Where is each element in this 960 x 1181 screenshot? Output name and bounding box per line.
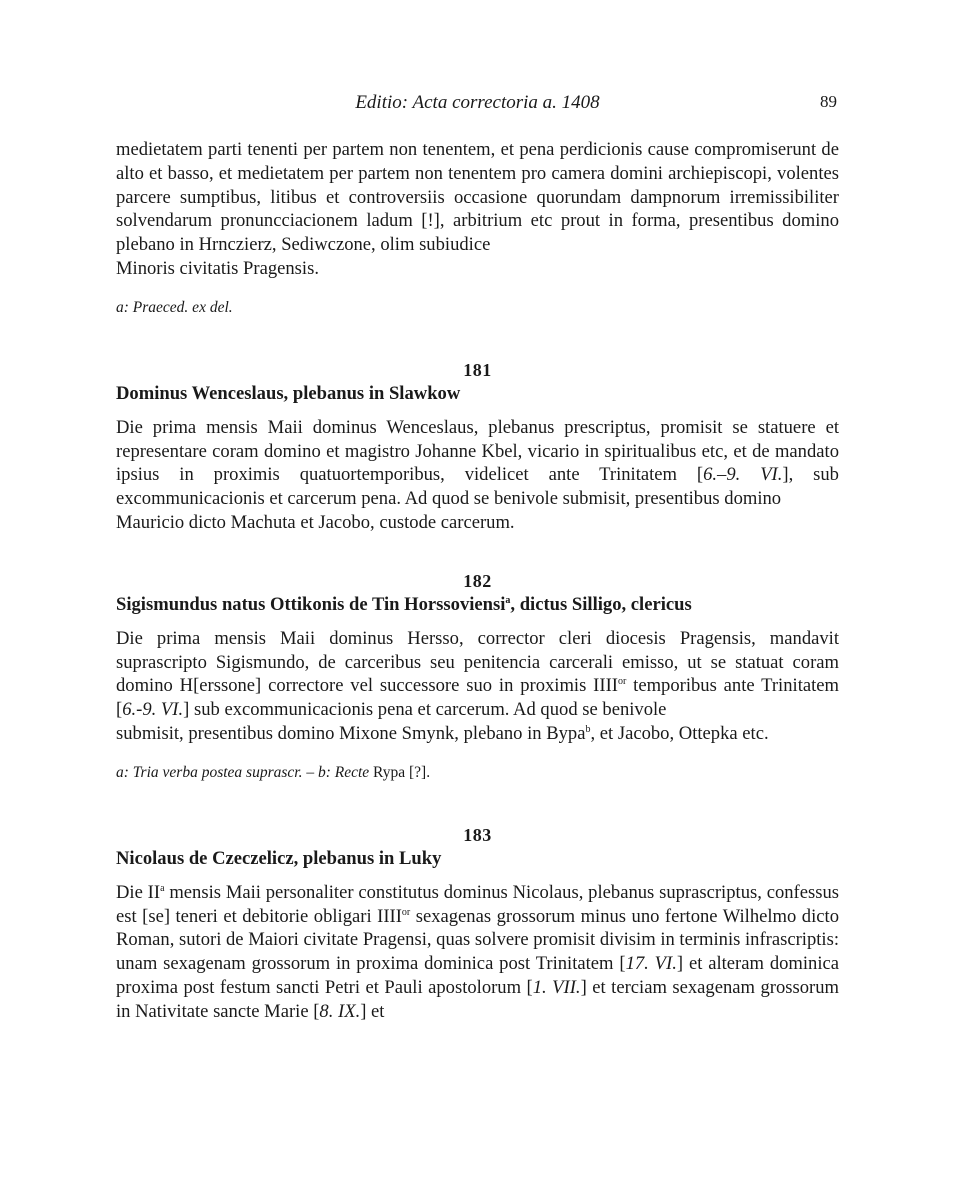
footnote-label: a:: [116, 763, 129, 781]
entry-text: , et Jacobo, Ottepka etc.: [590, 722, 769, 744]
entry-title: Dominus Wenceslaus, plebanus in Slawkow: [116, 382, 461, 404]
running-title: Editio: Acta correctoria a. 1408: [355, 92, 600, 113]
entry-footnotes: [116, 763, 839, 783]
footnote-text: Praeced. ex del.: [132, 298, 233, 316]
entry-text: sexagenas grossorum minus uno fertone Wilhelmo dicto Roman, sutori de Maiori civitate Pragensi, quas solvere promisit divisim in terminis infrascriptis: unam sexagenam grossorum in proxima dominica post Trinitatem [: [116, 905, 839, 975]
superscript: a: [160, 882, 165, 894]
document-page: [116, 92, 839, 1024]
editorial-date: 17. VI.: [625, 953, 677, 975]
entry-number: 181: [463, 359, 492, 380]
superscript: or: [401, 906, 411, 918]
entry-title: Nicolaus de Czeczelicz, plebanus in Luky: [116, 847, 442, 869]
entry-text: ] sub excommunicacionis pena et carcerum. Ad quod se benivole: [183, 699, 667, 721]
continuation-section: [116, 138, 839, 318]
entry-text: ] et: [360, 1000, 385, 1022]
entry-text: ] et alteram dominica proxima post festum sancti Petri et Pauli apostolorum [: [116, 953, 840, 998]
entry-text: Die prima mensis Maii dominus Hersso, corrector cleri diocesis Pragensis, mandavit suprascripto Sigismundo, de carceribus seu penitencia carcerali emisso, ut se statuat coram domino H[erssone] correctore vel successore suo in proximis IIII: [116, 627, 839, 697]
entry-number: 182: [463, 570, 492, 591]
entry-text: Die prima mensis Maii dominus Wenceslaus, plebanus prescriptus, promisit se statuere et representare coram domino et magistro Johanne Kbel, vicario in spiritualibus etc, et de mandato ipsius in proximis quatuortemporibus, videlicet ante Trinitatem [: [116, 416, 839, 486]
entry-183: [116, 823, 839, 1024]
entry-paragraph: [116, 416, 839, 535]
editorial-date: 1. VII.: [532, 976, 581, 998]
entry-paragraph: [116, 881, 839, 1024]
entry-number: 183: [463, 824, 492, 845]
continuation-paragraph: [116, 138, 839, 281]
footnote-text: Recte: [334, 763, 370, 781]
editorial-date: 6.–9. VI.: [703, 464, 783, 486]
entry-title-text: Sigismundus natus Ottikonis de Tin Horssoviensi: [116, 593, 506, 615]
footnote-text: Rypa [?].: [373, 763, 431, 781]
entry-text: submisit, presentibus domino Mixone Smynk, plebano in Bypa: [116, 722, 586, 744]
entry-title-text: , dictus Silligo, clericus: [510, 593, 692, 615]
entry-paragraph: [116, 627, 839, 746]
continuation-text: medietatem parti tenenti per partem non tenentem, et pena perdicionis cause compromiserunt de alto et basso, et medietatem per partem non tenentem pro camera domini archiepiscopi, volentes parcere sumptibus, litibus et controversiis occasione quorundam dampnorum irremissibiliter solvendarum pronuncciacionem ladum [!], arbitrium etc prout in forma, presentibus domino plebano in Hrnczierz, Sediwczone, olim subiudice: [116, 139, 839, 256]
footnote-text: Tria verba postea suprascr.: [132, 763, 303, 781]
superscript: or: [617, 676, 627, 688]
entry-text: mensis Maii personaliter constitutus dominus Nicolaus, plebanus suprascriptus, confessus est [se] teneri et debitorie obligari IIII: [116, 881, 839, 927]
running-header: [116, 92, 839, 118]
entry-last-line: Mauricio dicto Machuta et Jacobo, custode carcerum.: [116, 511, 515, 533]
footnote-marker: a: [505, 594, 511, 606]
page-number: 89: [820, 92, 837, 111]
continuation-last-line: Minoris civitatis Pragensis.: [116, 257, 319, 279]
entry-181: [116, 358, 839, 535]
continuation-footnote: [116, 298, 839, 318]
entry-text: ] et terciam sexagenam grossorum in Nativitate sancte Marie [: [116, 976, 839, 1022]
footnote-marker: b: [585, 723, 591, 735]
entry-title: [116, 593, 839, 617]
footnote-label: a:: [116, 298, 129, 316]
entry-182: [116, 569, 839, 783]
entry-last-line: [116, 722, 839, 746]
footnote-label: b:: [317, 763, 331, 781]
entry-text: ], sub excommunicacionis et carcerum pena. Ad quod se benivole submisit, presentibus domino: [116, 464, 839, 510]
entry-text: Die II: [116, 881, 161, 903]
entry-text: temporibus ante Trinitatem [: [116, 675, 839, 721]
editorial-date: 8. IX.: [319, 1000, 361, 1022]
footnote-separator: –: [302, 763, 318, 781]
editorial-date: 6.-9. VI.: [122, 699, 184, 721]
